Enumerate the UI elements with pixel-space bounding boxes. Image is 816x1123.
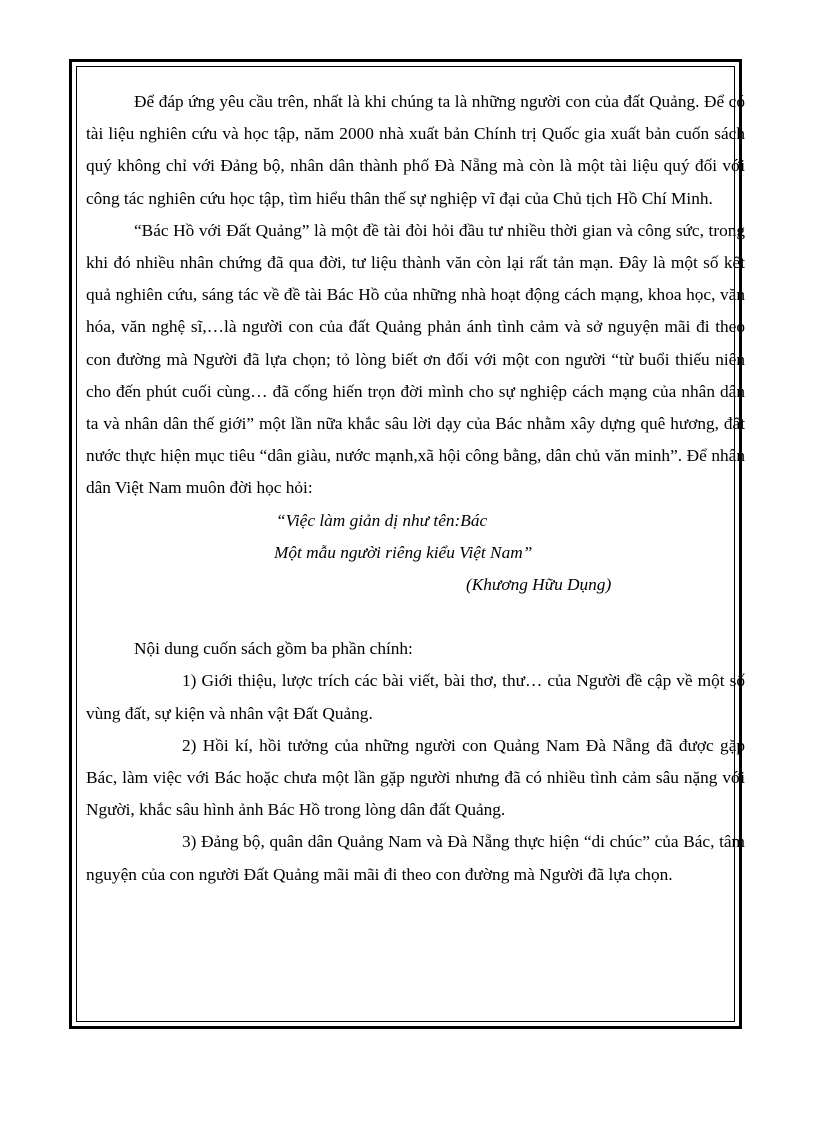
contents-intro: Nội dung cuốn sách gồm ba phần chính: xyxy=(134,639,413,659)
poem-line-1: “Việc làm giản dị như tên:Bác xyxy=(276,510,488,530)
paragraph-intro: Để đáp ứng yêu cầu trên, nhất là khi chúng ta là những người con của đất Quảng. Để có tài liệu nghiên cứu và học tập, năm 2000 nhà xuất bản Chính trị Quốc gia xuất bản cuốn sách quý không chỉ với Đảng bộ, nhân dân thành phố Đà Nẵng mà còn là một tài liệu quý đối với công tác nghiên cứu học tập, tìm hiểu thân thế sự nghiệp vĩ đại của Chủ tịch Hồ Chí Minh. xyxy=(86,92,745,208)
contents-item-1: 1) Giới thiệu, lược trích các bài viết, bài thơ, thư… của Người đề cập về một số vùng đất, sự kiện và nhân vật Đất Quảng. xyxy=(86,671,745,723)
poem-quote xyxy=(86,505,745,602)
paragraph-book-description: “Bác Hồ với Đất Quảng” là một đề tài đòi hỏi đầu tư nhiều thời gian và công sức, trong khi đó nhiều nhân chứng đã qua đời, tư liệu thành văn còn lại rất tản mạn. Đây là một số kết quả nghiên cứu, sáng tác về đề tài Bác Hồ của những nhà hoạt động cách mạng, khoa học, văn hóa, văn nghệ sĩ,…là người con của đất Quảng phản ánh tình cảm và sở nguyện mãi đi theo con đường mà Người đã lựa chọn; tỏ lòng biết ơn đối với một con người “từ buổi thiếu niên cho đến phút cuối cùng… đã cống hiến trọn đời mình cho sự nghiệp cách mạng của nhân dân ta và nhân dân thế giới” một lần nữa khắc sâu lời dạy của Bác nhằm xây dựng quê hương, đất nước thực hiện mục tiêu “dân giàu, nước mạnh,xã hội công bằng, dân chủ văn minh”. Để nhân dân Việt Nam muôn đời học hỏi: xyxy=(86,220,745,498)
poem-line-2: Một mẫu người riêng kiểu Việt Nam” xyxy=(274,542,533,562)
poem-author: (Khương Hữu Dụng) xyxy=(466,575,612,595)
contents-item-3: 3) Đảng bộ, quân dân Quảng Nam và Đà Nẵng thực hiện “di chúc” của Bác, tâm nguyện của con người Đất Quảng mãi mãi đi theo con đường mà Người đã lựa chọn. xyxy=(86,832,745,884)
contents-item-2: 2) Hồi kí, hồi tưởng của những người con Quảng Nam Đà Nẵng đã được gặp Bác, làm việc với Bác hoặc chưa một lần gặp người nhưng đã có nhiều tình cảm sâu nặng với Người, khắc sâu hình ảnh Bác Hồ trong lòng dân đất Quảng. xyxy=(86,735,745,820)
spacer xyxy=(86,601,745,633)
document-body xyxy=(86,86,745,891)
